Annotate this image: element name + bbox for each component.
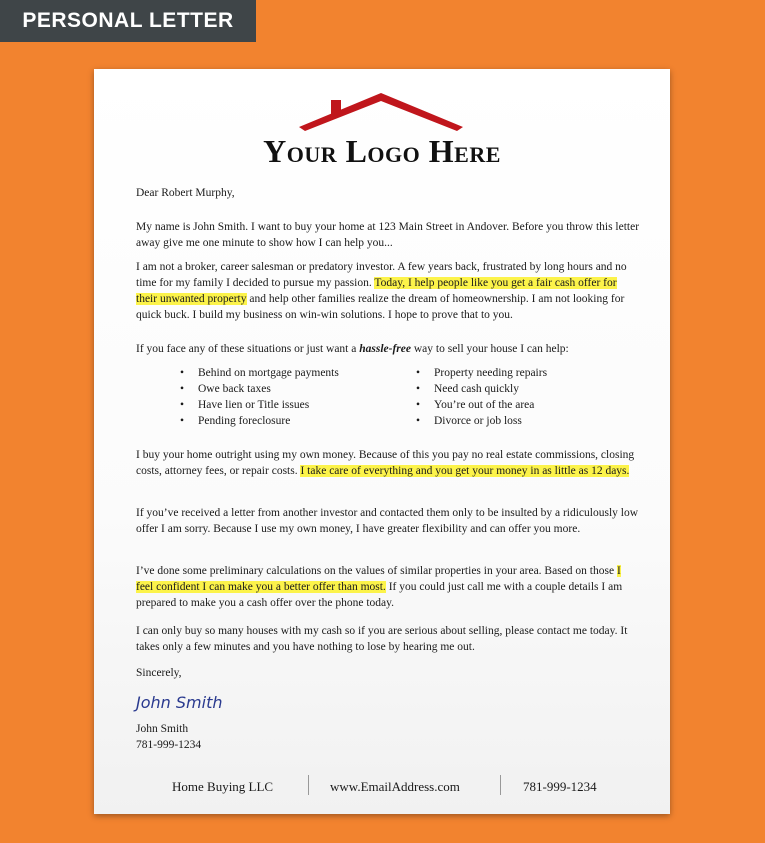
bullet-list-right [416,365,547,429]
paragraph-offer: I buy your home outright using my own money. Because of this you pay no real estate commissions, closing costs, attorney fees, or repair costs. I take care of everything and you get your money in as little as 12 days. [136,449,635,477]
sender-block [136,721,640,753]
list-item: • Behind on mortgage payments [180,365,339,381]
footer-divider [308,775,309,795]
sender-phone: 781-999-1234 [136,739,202,751]
highlight-text: I take care of everything and you get your money in as little as 12 days. [300,465,630,477]
list-item: • Divorce or job loss [416,413,547,429]
paragraph-intro: My name is John Smith. I want to buy your home at 123 Main Street in Andover. Before you throw this letter away give me one minute to show how I can help you... [136,221,640,249]
greeting: Dear Robert Murphy, [136,187,235,199]
paragraph-calculations: I’ve done some preliminary calculations on the values of similar properties in your area. Based on those I feel confident I can make you a better offer than most. If you could just call me with a couple details I am prepared to make you a cash offer over the phone today. [136,565,623,609]
closing: Sincerely, [136,667,182,679]
signature: John Smith [136,693,223,712]
logo-text: Your Logo Here [263,133,501,169]
letter-page [94,69,670,814]
list-item: • Have lien or Title issues [180,397,339,413]
footer [94,775,670,799]
list-item: • You’re out of the area [416,397,547,413]
paragraph-closing: I can only buy so many houses with my cash so if you are serious about selling, please contact me today. It takes only a few minutes and you have nothing to lose by hearing me out. [136,625,628,653]
list-item: • Pending foreclosure [180,413,339,429]
footer-divider [500,775,501,795]
paragraph-low-offer: If you’ve received a letter from another investor and contacted them only to be insulted by a ridiculously low offer I am sorry. Because I use my own money, I have greater flexibility and can offer you more. [136,507,639,535]
paragraph-situations: If you face any of these situations or just want a hassle-free way to sell your house I can help: [136,343,569,355]
highlight-text: I feel confident I can make you a better offer than most. [136,565,621,593]
sender-name: John Smith [136,723,189,735]
house-roof-icon [299,93,463,133]
section-tag: PERSONAL LETTER [0,0,256,42]
logo [94,93,670,173]
list-item: • Need cash quickly [416,381,547,397]
footer-company: Home Buying LLC [172,779,274,794]
paragraph-about: I am not a broker, career salesman or predatory investor. A few years back, frustrated by long hours and no time for my family I decided to pursue my passion. Today, I help people like you get a fair cash offer for their unwanted property and help other families realize the dream of homeownership. I am not looking for quick buck. I build my business on win-win solutions. I hope to prove that to you. [136,261,627,321]
highlight-text: Today, I help people like you get a fair cash offer for their unwanted property [136,277,617,305]
footer-phone: 781-999-1234 [523,779,597,794]
bullet-list-left [180,365,339,429]
list-item: • Property needing repairs [416,365,547,381]
footer-email: www.EmailAddress.com [330,779,460,794]
list-item: • Owe back taxes [180,381,339,397]
